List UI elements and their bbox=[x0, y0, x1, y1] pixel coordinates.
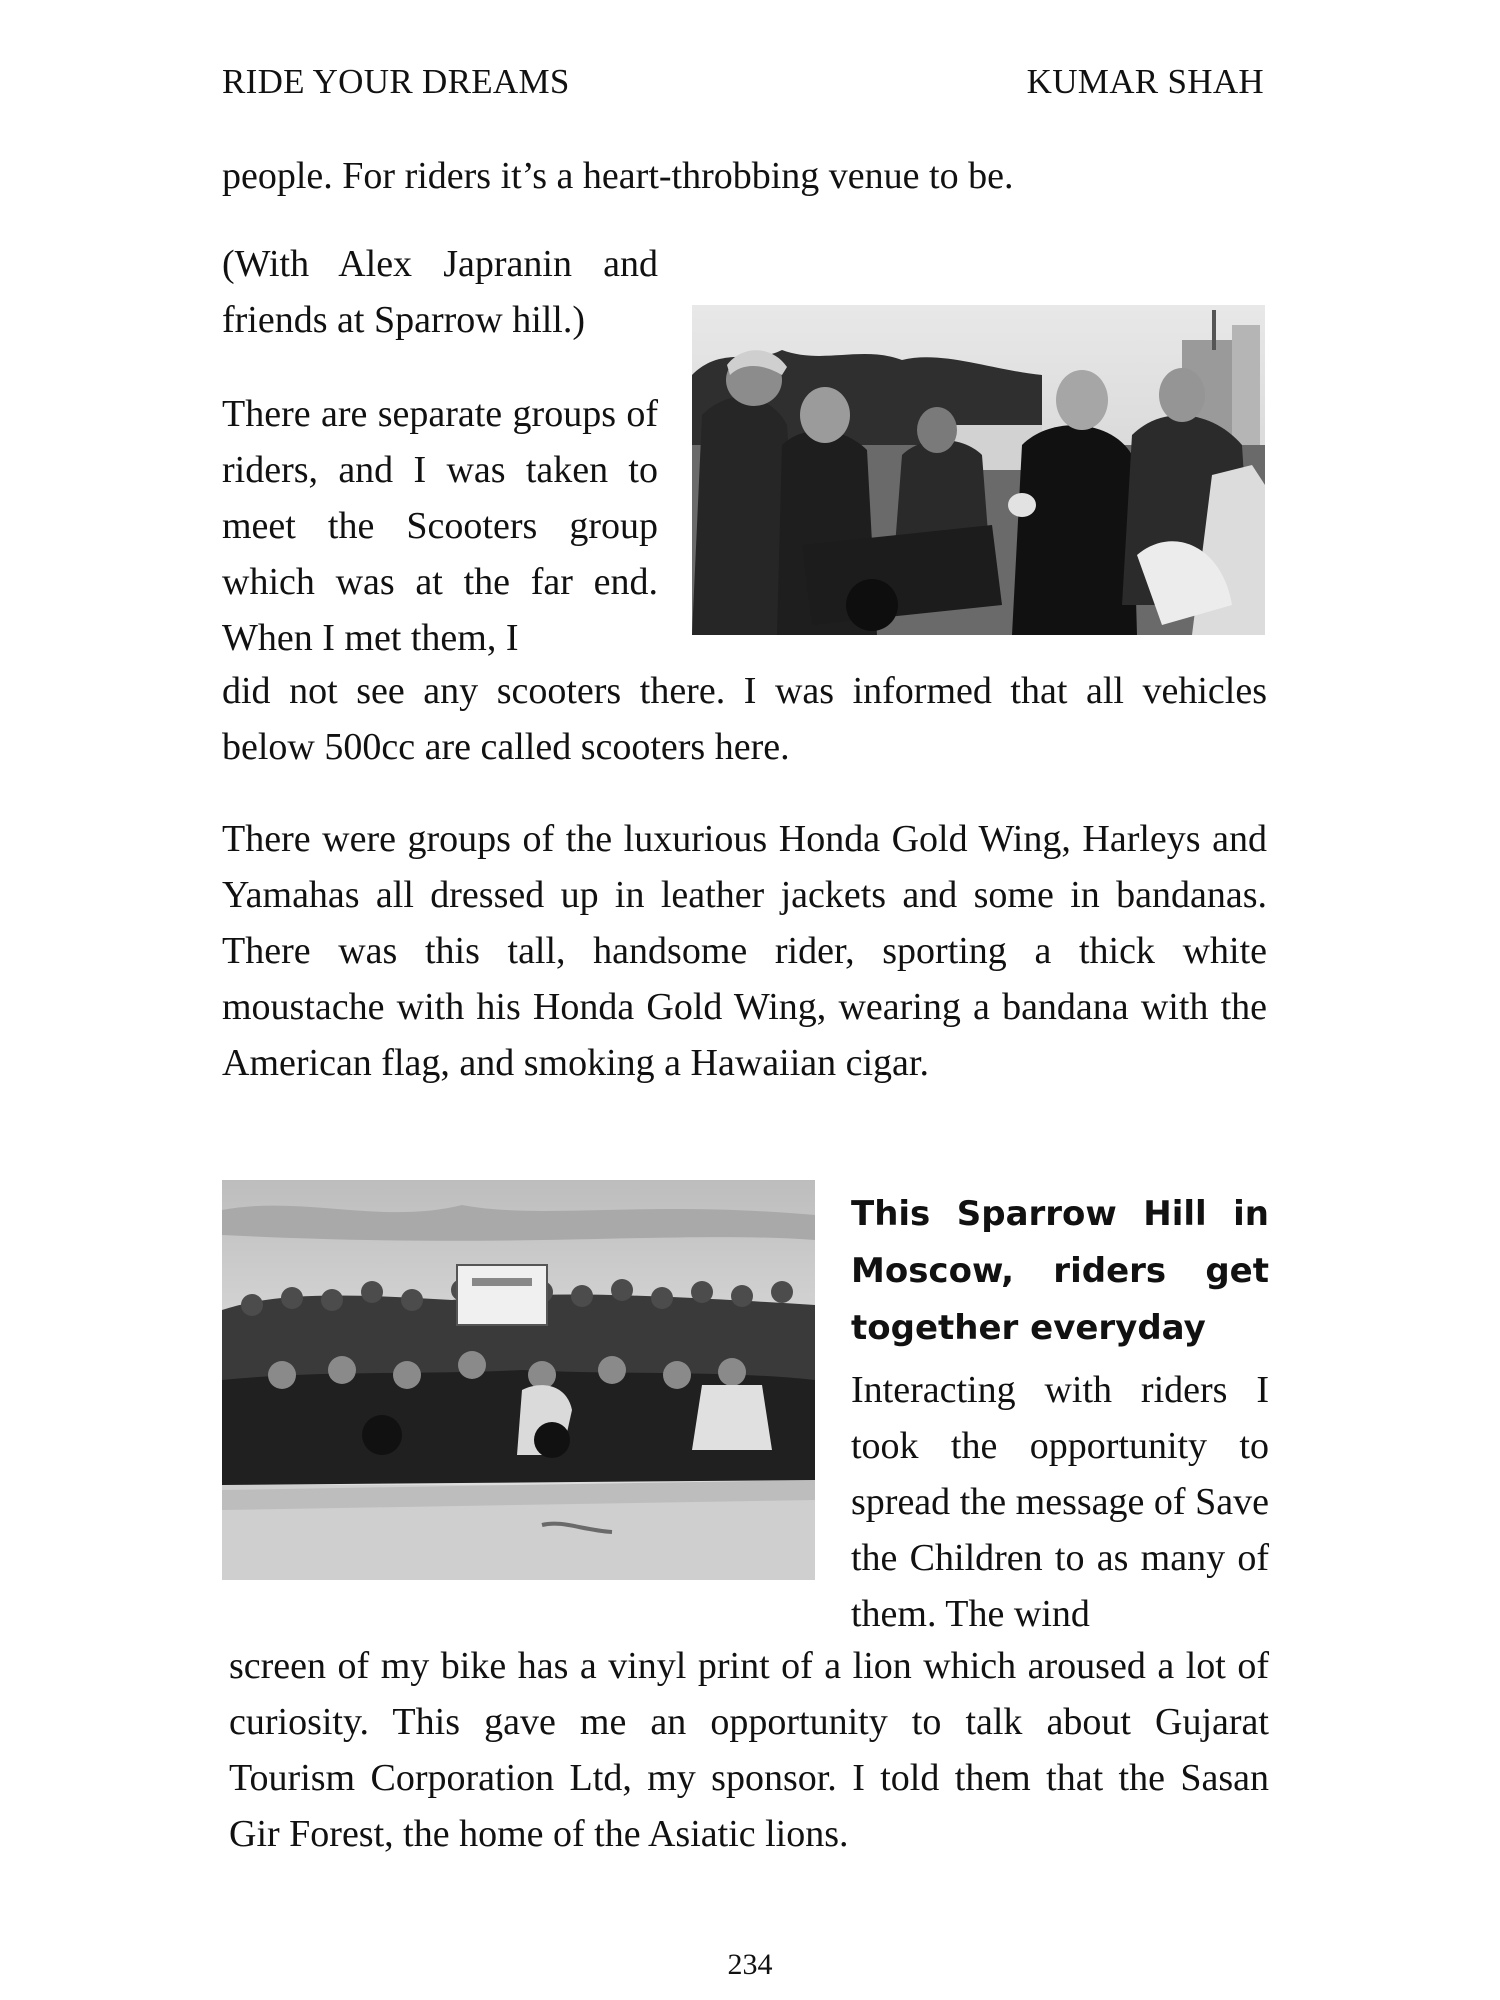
paragraph-lion-sponsor: screen of my bike has a vinyl print of a lion which aroused a lot of curiosity. This gave me an opportunity to talk about Gujarat Tourism Corporation Ltd, my sponsor. I told them that the Sasan Gir Forest, the home of the Asiatic lions. bbox=[229, 1645, 1269, 1855]
author-name: KUMAR SHAH bbox=[1026, 62, 1264, 101]
photo-caption-alex: (With Alex Japranin and friends at Sparrow hill.) bbox=[222, 243, 658, 341]
book-title: RIDE YOUR DREAMS bbox=[222, 62, 570, 101]
photo-riders-with-alex bbox=[692, 305, 1265, 635]
paragraph-scooters-wrap: There are separate groups of riders, and I was taken to meet the Scooters group which was at the far end. When I met them, I bbox=[222, 393, 658, 659]
running-header bbox=[222, 62, 1264, 112]
paragraph-scooters-full: did not see any scooters there. I was informed that all vehicles below 500cc are called scooters here. bbox=[222, 670, 1267, 768]
page-number: 234 bbox=[727, 1948, 773, 1981]
paragraph-continuation: people. For riders it’s a heart-throbbing venue to be. bbox=[222, 155, 1014, 197]
paragraph-save-children-wrap: Interacting with riders I took the opportunity to spread the message of Save the Children to as many of them. The wind bbox=[851, 1369, 1269, 1635]
photo-caption-sparrow-hill: This Sparrow Hill in Moscow, riders get together everyday bbox=[851, 1194, 1269, 1348]
photo-sparrow-hill-group bbox=[222, 1180, 815, 1580]
paragraph-gold-wing: There were groups of the luxurious Honda Gold Wing, Harleys and Yamahas all dressed up in leather jackets and some in bandanas. There was this tall, handsome rider, sporting a thick white moustache with his Honda Gold Wing, wearing a bandana with the American flag, and smoking a Hawaiian cigar. bbox=[222, 818, 1267, 1084]
